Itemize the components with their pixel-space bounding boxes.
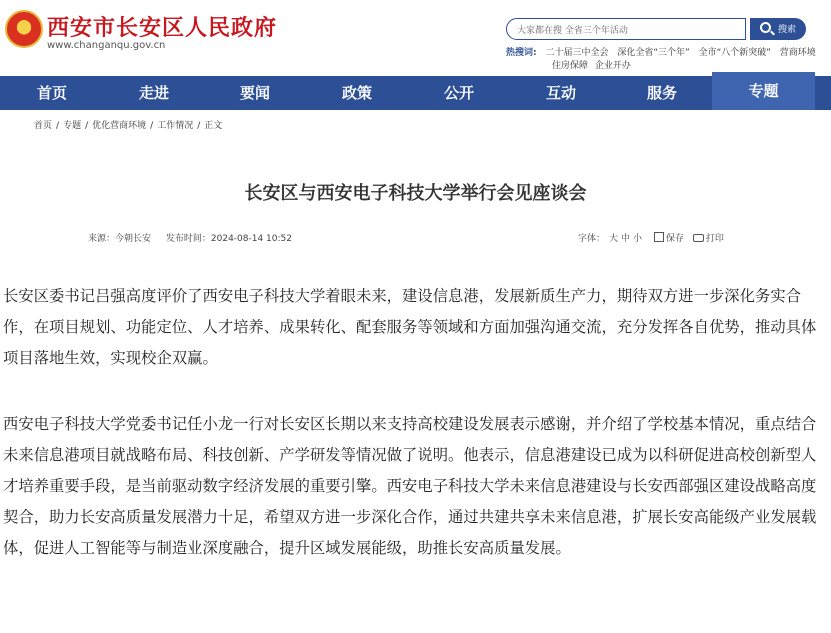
hot-search-item[interactable]: 全市“八个新突破”: [698, 48, 771, 58]
article-title: 长安区与西安电子科技大学举行会见座谈会: [244, 183, 587, 204]
hot-search-item[interactable]: 住房保障: [552, 61, 589, 71]
hot-search-row-2: [552, 58, 635, 71]
article-published: 发布时间：2024-08-14 10:52: [165, 234, 292, 244]
nav-item-topics[interactable]: 专题: [712, 72, 815, 110]
article-meta: [88, 231, 304, 244]
print-label: 打印: [705, 234, 724, 244]
nav-item-interaction[interactable]: 互动: [545, 84, 576, 102]
nav-item-news[interactable]: 要闻: [239, 84, 270, 102]
embedded-screenshot: [0, 0, 831, 252]
save-icon: [654, 232, 664, 242]
nav-item-disclosure[interactable]: 公开: [443, 84, 474, 102]
font-size-large[interactable]: 大: [609, 234, 619, 244]
article-paragraph: 长安区委书记吕强高度评价了西安电子科技大学着眼未来，建设信息港，发展新质生产力，期待双方进一步深化务实合作，在项目规划、功能定位、人才培养、成果转化、配套服务等领域和方面加强沟通交流，充分发挥各自优势，推动具体项目落地生效，实现校企双赢。: [3, 287, 817, 367]
search-button[interactable]: [750, 18, 806, 40]
breadcrumb-item: 正文: [204, 121, 223, 131]
site-url: www.changanqu.gov.cn: [47, 40, 166, 51]
article-source: 来源：今朝长安: [88, 234, 152, 244]
font-size-label: 字体：: [578, 234, 606, 244]
font-size-small[interactable]: 小: [633, 234, 643, 244]
print-button[interactable]: [693, 234, 724, 244]
hot-search-item[interactable]: 二十届三中全会: [545, 48, 609, 58]
search-placeholder: 大家都在搜 全省三个年活动: [517, 26, 628, 36]
breadcrumb-item[interactable]: 首页: [34, 121, 53, 131]
breadcrumb-item[interactable]: 专题: [63, 121, 82, 131]
nav-item-services[interactable]: 服务: [646, 84, 677, 102]
article-paragraph: 西安电子科技大学党委书记任小龙一行对长安区长期以来支持高校建设发展表示感谢，并介绍了学校基本情况，重点结合未来信息港项目就战略布局、科技创新、产学研发等情况做了说明。他表示，信息港建设已成为以科研促进高校创新型人才培养重要手段，是当前驱动数字经济发展的重要引擎。西安电子科技大学未来信息港建设与长安西部强区建设战略高度契合，助力长安高质量发展潜力十足，希望双方进一步深化合作，通过共建共享未来信息港，扩展长安高能级产业发展载体，促进人工智能等与制造业深度融合，提升区域发展能级，助推长安高质量发展。: [3, 415, 817, 557]
breadcrumb-item[interactable]: 工作情况: [157, 121, 194, 131]
breadcrumb: 首页 / 专题 / 优化营商环境 / 工作情况 / 正文: [34, 121, 223, 131]
font-size-medium[interactable]: 中: [621, 234, 631, 244]
hot-search-item[interactable]: 企业开办: [594, 61, 631, 71]
save-button[interactable]: [654, 234, 684, 244]
site-title[interactable]: 西安市长安区人民政府: [47, 15, 278, 41]
breadcrumb-item[interactable]: 优化营商环境: [92, 121, 147, 131]
national-emblem-logo: [5, 10, 43, 48]
search-icon: [760, 22, 771, 33]
print-icon: [693, 234, 704, 242]
hot-search-row: [506, 45, 816, 58]
nav-item-policy[interactable]: 政策: [341, 84, 372, 102]
main-nav: [0, 76, 831, 110]
nav-item-home[interactable]: 首页: [36, 84, 67, 102]
search-input[interactable]: [506, 18, 746, 40]
hot-search-label: 热搜词:: [506, 48, 537, 58]
article-tools: [578, 231, 724, 244]
hot-search-item[interactable]: 深化全省“三个年”: [617, 48, 690, 58]
search-button-label: 搜索: [778, 25, 797, 35]
nav-item-about[interactable]: 走进: [138, 84, 169, 102]
save-label: 保存: [665, 234, 684, 244]
hot-search-item[interactable]: 营商环境: [779, 48, 816, 58]
